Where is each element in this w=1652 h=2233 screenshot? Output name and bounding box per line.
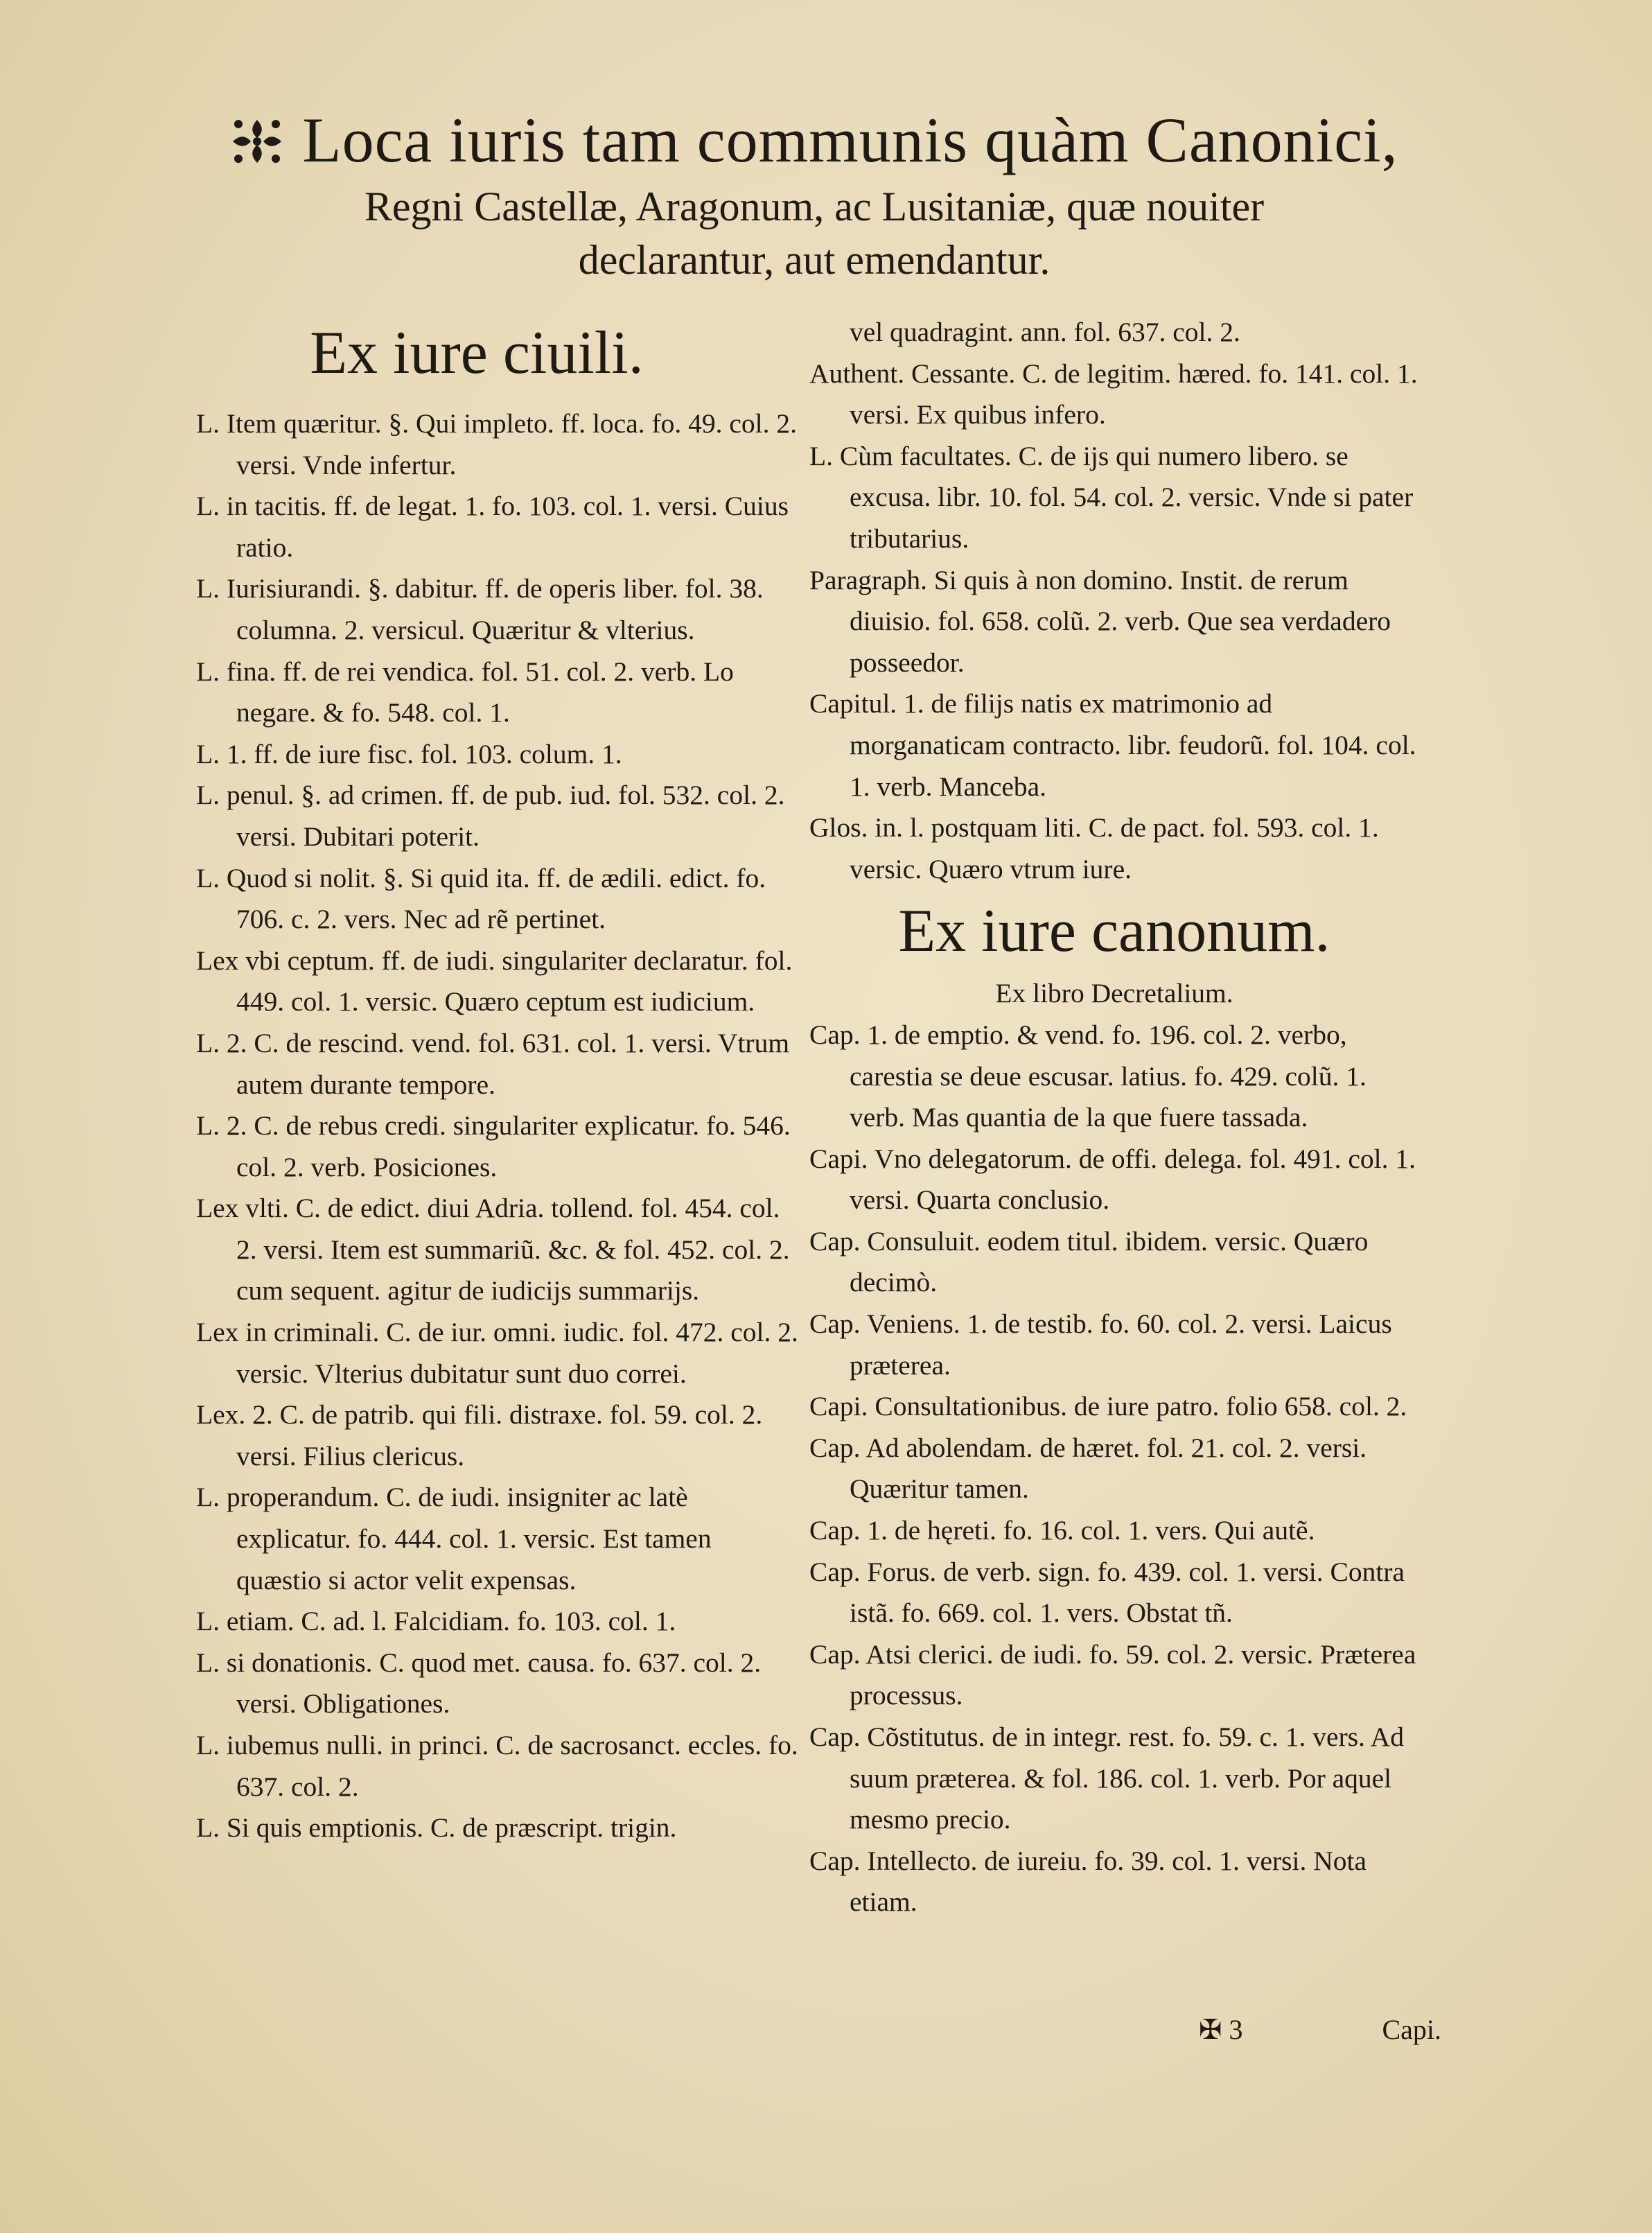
citation-entry: Cap. Forus. de verb. sign. fo. 439. col. 1. versi. Contra istã. fo. 669. col. 1. vers. Obstat tñ. — [809, 1556, 1405, 1629]
right-entries-after-list — [809, 1015, 1419, 1923]
citation-entry: L. 2. C. de rebus credi. singulariter explicatur. fo. 546. col. 2. verb. Posiciones. — [196, 1110, 791, 1182]
citation-entry: Cap. 1. de emptio. & vend. fo. 196. col. 2. verbo, carestia se deue escusar. latius. fo. 429. colũ. 1. verb. Mas quantia de la que fuere tassada. — [809, 1019, 1367, 1133]
citation-entry: Cap. Intellecto. de iureiu. fo. 39. col. 1. versi. Nota etiam. — [809, 1845, 1367, 1918]
citation-entry: L. properandum. C. de iudi. insigniter ac latè explicatur. fo. 444. col. 1. versic. Est tamen quæstio si actor velit expensas. — [196, 1482, 712, 1595]
citation-entry: Capi. Consultationibus. de iure patro. folio 658. col. 2. — [809, 1391, 1407, 1422]
citation-entry: Cap. Consuluit. eodem titul. ibidem. versic. Quæro decimò. — [809, 1225, 1369, 1298]
page-footer — [1199, 2013, 1441, 2046]
citation-entry: Glos. in. l. postquam liti. C. de pact. fol. 593. col. 1. versic. Quæro vtrum iure. — [809, 812, 1379, 884]
right-column — [809, 312, 1419, 1923]
citation-entry: Capitul. 1. de filijs natis ex matrimonio ad morganaticam contracto. libr. feudorũ. fol. 104. col. 1. verb. Manceba. — [809, 688, 1416, 802]
citation-entry: L. Iurisiurandi. §. dabitur. ff. de operis liber. fol. 38. columna. 2. versicul. Quæritur & vlterius. — [196, 573, 764, 645]
citation-entry: Capi. Vno delegatorum. de offi. delega. fol. 491. col. 1. versi. Quarta conclusio. — [809, 1143, 1416, 1216]
fleuron-ornament-icon — [230, 117, 284, 166]
citation-entry: L. penul. §. ad crimen. ff. de pub. iud. fol. 532. col. 2. versi. Dubitari poterit. — [196, 780, 785, 852]
citation-entry: L. etiam. C. ad. l. Falcidiam. fo. 103. col. 1. — [196, 1606, 676, 1637]
heading-line-1 — [173, 104, 1455, 177]
catchword: Capi. — [1382, 2014, 1441, 2045]
citation-entry: Cap. Cõstitutus. de in integr. rest. fo. 59. c. 1. vers. Ad suum præterea. & fol. 186. col. 1. verb. Por aquel mesmo precio. — [809, 1722, 1404, 1835]
heading-line-1-text: Loca iuris tam communis quàm Canonici, — [302, 105, 1398, 175]
section-title-canon-law: Ex iure canonum. — [898, 897, 1330, 965]
citation-entry: Paragraph. Si quis à non domino. Instit. de rerum diuisio. fol. 658. colũ. 2. verb. Que sea verdadero posseedor. — [809, 564, 1391, 678]
heading-line-2: Regni Castellæ, Aragonum, ac Lusitaniæ, quæ nouiter — [364, 183, 1265, 229]
citation-entry: Cap. Veniens. 1. de testib. fo. 60. col. 2. versi. Laicus præterea. — [809, 1308, 1392, 1381]
heading-line-3: declarantur, aut emendantur. — [578, 236, 1051, 283]
citation-entry: Cap. Atsi clerici. de iudi. fo. 59. col. 2. versic. Præterea processus. — [809, 1638, 1416, 1711]
citation-entry: Lex in criminali. C. de iur. omni. iudic. fol. 472. col. 2. versic. Vlterius dubitatur sunt duo correi. — [196, 1317, 798, 1389]
left-column — [196, 312, 799, 1849]
citation-entry: L. Quod si nolit. §. Si quid ita. ff. de ædili. edict. fo. 706. c. 2. vers. Nec ad rẽ pertinet. — [196, 862, 766, 935]
citation-entry: Lex. 2. C. de patrib. qui fili. distraxe. fol. 59. col. 2. versi. Filius clericus. — [196, 1399, 763, 1471]
page-heading — [173, 104, 1455, 284]
left-entries-list — [196, 403, 799, 1849]
citation-entry: L. Cùm facultates. C. de ijs qui numero libero. se excusa. libr. 10. fol. 54. col. 2. versic. Vnde si pater tributarius. — [809, 440, 1414, 554]
section-title-civil-law: Ex iure ciuili. — [310, 319, 644, 387]
citation-entry: L. 1. ff. de iure fisc. fol. 103. colum. 1. — [196, 738, 622, 769]
citation-entry: L. Si quis emptionis. C. de præscript. trigin. — [196, 1812, 677, 1844]
citation-entry: L. si donationis. C. quod met. causa. fo. 637. col. 2. versi. Obligationes. — [196, 1647, 762, 1719]
citation-entry: Authent. Cessante. C. de legitim. hæred. fo. 141. col. 1. versi. Ex quibus infero. — [809, 358, 1418, 430]
citation-entry: L. fina. ff. de rei vendica. fol. 51. col. 2. verb. Lo negare. & fo. 548. col. 1. — [196, 656, 734, 728]
citation-entry: Lex vbi ceptum. ff. de iudi. singulariter declaratur. fol. 449. col. 1. versic. Quæro ceptum est iudicium. — [196, 945, 793, 1017]
right-entries-before-list — [809, 353, 1419, 891]
citation-entry: L. Item quæritur. §. Qui impleto. ff. loca. fo. 49. col. 2. versi. Vnde infertur. — [196, 408, 798, 480]
citation-entry: Cap. Ad abolendam. de hæret. fol. 21. col. 2. versi. Quæritur tamen. — [809, 1432, 1367, 1505]
citation-entry: Cap. 1. de hęreti. fo. 16. col. 1. vers. Qui autẽ. — [809, 1515, 1315, 1546]
signature-mark: ✠ 3 — [1199, 2014, 1243, 2045]
citation-entry: L. iubemus nulli. in princi. C. de sacrosanct. eccles. fo. 637. col. 2. — [196, 1730, 798, 1802]
citation-entry: Lex vlti. C. de edict. diui Adria. tollend. fol. 454. col. 2. versi. Item est summariũ. &c. & fol. 452. col. 2. cum sequent. agitur de iudicijs summarijs. — [196, 1193, 790, 1306]
citation-entry: L. 2. C. de rescind. vend. fol. 631. col. 1. versi. Vtrum autem durante tempore. — [196, 1027, 790, 1100]
citation-entry: L. in tacitis. ff. de legat. 1. fo. 103. col. 1. versi. Cuius ratio. — [196, 491, 789, 563]
continuation-line: vel quadragint. ann. fol. 637. col. 2. — [850, 317, 1240, 347]
section-subtitle-decretals: Ex libro Decretalium. — [995, 978, 1233, 1009]
